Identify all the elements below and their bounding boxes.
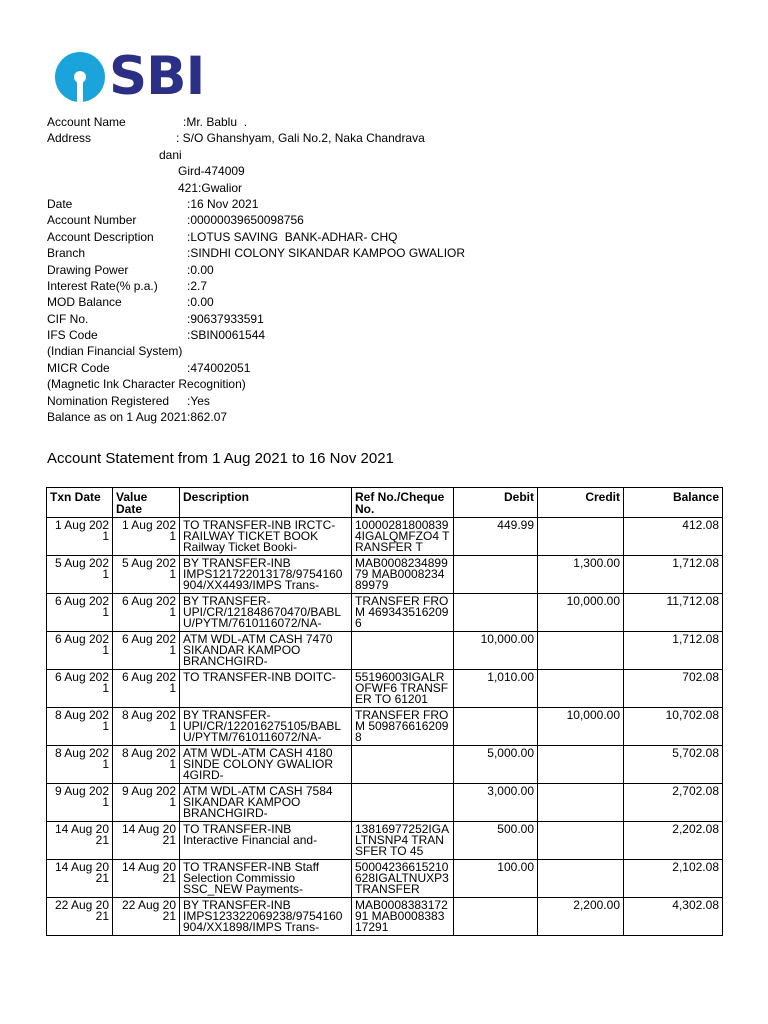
cell-credit bbox=[538, 518, 624, 556]
cell-debit bbox=[454, 784, 538, 822]
cell-txn-date-text: 14 Aug 2021 bbox=[54, 860, 109, 885]
header-debit: Debit bbox=[454, 488, 538, 518]
header-description: Description bbox=[180, 488, 352, 518]
cell-balance-text: 1,712.08 bbox=[672, 556, 719, 570]
cell-ref-no-text: MAB000823489979 MAB000823489979 bbox=[355, 556, 448, 592]
account-info-label: (Indian Financial System) bbox=[47, 344, 183, 359]
cell-description-text: BY TRANSFER-INB IMPS123322069238/9754160904/XX1898/IMPS Trans- bbox=[183, 898, 343, 934]
table-row bbox=[47, 556, 723, 594]
cell-ref-no-text: 50004236615210628IGALTNUXP3 TRANSFER bbox=[355, 860, 449, 896]
cell-credit-text: 10,000.00 bbox=[566, 708, 620, 722]
cell-value-date bbox=[113, 708, 180, 746]
cell-value-date bbox=[113, 822, 180, 860]
cell-ref-no bbox=[352, 518, 454, 556]
account-info-value: :Mr. Bablu . bbox=[183, 115, 248, 129]
cell-balance-text: 1,712.08 bbox=[672, 632, 719, 646]
cell-debit-text: 10,000.00 bbox=[480, 632, 534, 646]
cell-txn-date-text: 5 Aug 2021 bbox=[54, 556, 109, 581]
table-row bbox=[47, 708, 723, 746]
account-info-value: :SINDHI COLONY SIKANDAR KAMPOO GWALIOR bbox=[187, 246, 466, 261]
cell-value-date-text: 5 Aug 2021 bbox=[121, 556, 176, 581]
cell-debit bbox=[454, 746, 538, 784]
cell-credit bbox=[538, 708, 624, 746]
account-info-value: :0.00 bbox=[187, 295, 214, 310]
account-info-label: (Magnetic Ink Character Recognition) bbox=[47, 377, 246, 392]
cell-balance-text: 4,302.08 bbox=[672, 898, 719, 912]
cell-ref-no bbox=[352, 632, 454, 670]
header-credit: Credit bbox=[538, 488, 624, 518]
account-info-value: dani bbox=[159, 147, 182, 162]
header-value-date: Value Date bbox=[113, 488, 180, 518]
account-info-label: CIF No. bbox=[47, 311, 89, 326]
cell-txn-date bbox=[47, 518, 113, 556]
cell-ref-no bbox=[352, 708, 454, 746]
account-info-label: Nomination Registered bbox=[47, 393, 170, 408]
cell-credit bbox=[538, 860, 624, 898]
cell-description bbox=[180, 860, 352, 898]
cell-balance-text: 5,702.08 bbox=[672, 746, 719, 760]
cell-description-text: TO TRANSFER-INB IRCTC-RAILWAY TICKET BOOK Railway Ticket Booki- bbox=[183, 518, 336, 554]
table-row bbox=[47, 518, 723, 556]
table-row bbox=[47, 632, 723, 670]
table-row bbox=[47, 898, 723, 936]
cell-description-text: ATM WDL-ATM CASH 7584 SIKANDAR KAMPOO BRANCHGIRD- bbox=[183, 784, 333, 820]
account-info-label: Date bbox=[47, 196, 73, 211]
table-row bbox=[47, 594, 723, 632]
cell-txn-date bbox=[47, 708, 113, 746]
cell-credit-text: 2,200.00 bbox=[573, 898, 620, 912]
cell-ref-no-text: 13816977252IGALTNSNP4 TRANSFER TO 45 bbox=[355, 822, 450, 858]
cell-description-text: ATM WDL-ATM CASH 4180 SINDE COLONY GWALIOR 4GIRD- bbox=[183, 746, 334, 782]
cell-ref-no bbox=[352, 670, 454, 708]
cell-balance bbox=[624, 860, 723, 898]
cell-credit bbox=[538, 594, 624, 632]
cell-balance bbox=[624, 556, 723, 594]
cell-balance bbox=[624, 594, 723, 632]
cell-debit-text: 100.00 bbox=[497, 860, 534, 874]
cell-description bbox=[180, 594, 352, 632]
sbi-wordmark: SBI bbox=[109, 46, 205, 107]
cell-description-text: ATM WDL-ATM CASH 7470 SIKANDAR KAMPOO BRANCHGIRD- bbox=[183, 632, 333, 668]
account-info-value: 421:Gwalior bbox=[178, 180, 243, 195]
cell-balance bbox=[624, 708, 723, 746]
cell-balance bbox=[624, 822, 723, 860]
account-info-label: Interest Rate(% p.a.) bbox=[47, 278, 158, 293]
cell-txn-date bbox=[47, 594, 113, 632]
cell-value-date-text: 22 Aug 2021 bbox=[121, 898, 176, 923]
cell-ref-no bbox=[352, 784, 454, 822]
cell-description bbox=[180, 784, 352, 822]
cell-debit-text: 449.99 bbox=[497, 518, 534, 532]
cell-txn-date-text: 6 Aug 2021 bbox=[54, 594, 109, 619]
table-header-row bbox=[47, 488, 723, 518]
cell-description bbox=[180, 708, 352, 746]
cell-description bbox=[180, 632, 352, 670]
cell-value-date-text: 6 Aug 2021 bbox=[121, 632, 176, 657]
cell-txn-date-text: 14 Aug 2021 bbox=[54, 822, 109, 847]
account-info-label: Balance as on 1 Aug 2021 bbox=[47, 410, 188, 425]
cell-balance-text: 412.08 bbox=[682, 518, 719, 532]
cell-credit bbox=[538, 746, 624, 784]
cell-txn-date-text: 1 Aug 2021 bbox=[54, 518, 109, 543]
cell-description-text: BY TRANSFER-UPI/CR/121848670470/BABLU/PYTM/7610116072/NA- bbox=[183, 594, 342, 630]
cell-txn-date-text: 8 Aug 2021 bbox=[54, 746, 109, 771]
account-info-value: :16 Nov 2021 bbox=[187, 196, 259, 211]
cell-description-text: TO TRANSFER-INB Staff Selection Commissio SSC_NEW Payments- bbox=[183, 860, 320, 896]
account-info-value: :SBIN0061544 bbox=[187, 328, 266, 343]
table-row bbox=[47, 746, 723, 784]
cell-txn-date bbox=[47, 632, 113, 670]
cell-value-date bbox=[113, 784, 180, 822]
account-info-value: : S/O Ghanshyam, Gali No.2, Naka Chandrava bbox=[176, 131, 425, 146]
cell-description-text: TO TRANSFER-INB Interactive Financial and- bbox=[183, 822, 318, 847]
cell-debit-text: 1,010.00 bbox=[487, 670, 534, 684]
cell-balance bbox=[624, 784, 723, 822]
cell-ref-no bbox=[352, 898, 454, 936]
cell-txn-date-text: 6 Aug 2021 bbox=[54, 670, 109, 695]
sbi-keyhole-icon bbox=[55, 52, 105, 102]
account-info-value: :862.07 bbox=[187, 410, 228, 425]
cell-balance-text: 2,102.08 bbox=[672, 860, 719, 874]
cell-debit bbox=[454, 822, 538, 860]
cell-value-date-text: 6 Aug 2021 bbox=[121, 670, 176, 695]
cell-description bbox=[180, 822, 352, 860]
cell-value-date-text: 8 Aug 2021 bbox=[121, 746, 176, 771]
cell-ref-no bbox=[352, 822, 454, 860]
cell-debit bbox=[454, 898, 538, 936]
cell-value-date bbox=[113, 594, 180, 632]
table-row bbox=[47, 860, 723, 898]
account-info-label: IFS Code bbox=[47, 328, 98, 343]
cell-debit bbox=[454, 518, 538, 556]
cell-value-date bbox=[113, 860, 180, 898]
cell-description bbox=[180, 898, 352, 936]
cell-value-date-text: 8 Aug 2021 bbox=[121, 708, 176, 733]
cell-value-date-text: 9 Aug 2021 bbox=[121, 784, 176, 809]
cell-debit bbox=[454, 860, 538, 898]
cell-value-date bbox=[113, 632, 180, 670]
statement-title: Account Statement from 1 Aug 2021 to 16 Nov 2021 bbox=[47, 450, 394, 467]
cell-credit bbox=[538, 784, 624, 822]
cell-txn-date bbox=[47, 746, 113, 784]
cell-balance bbox=[624, 898, 723, 936]
cell-debit bbox=[454, 670, 538, 708]
cell-balance-text: 10,702.08 bbox=[665, 708, 719, 722]
account-info-label: MOD Balance bbox=[47, 295, 122, 310]
cell-debit-text: 500.00 bbox=[497, 822, 534, 836]
cell-value-date-text: 14 Aug 2021 bbox=[121, 860, 176, 885]
cell-debit-text: 3,000.00 bbox=[487, 784, 534, 798]
table-row bbox=[47, 784, 723, 822]
cell-txn-date-text: 8 Aug 2021 bbox=[54, 708, 109, 733]
cell-credit bbox=[538, 632, 624, 670]
cell-value-date-text: 1 Aug 2021 bbox=[121, 518, 176, 543]
cell-description-text: BY TRANSFER-UPI/CR/122016275105/BABLU/PYTM/7610116072/NA- bbox=[183, 708, 342, 744]
cell-txn-date bbox=[47, 898, 113, 936]
cell-description bbox=[180, 746, 352, 784]
cell-balance bbox=[624, 632, 723, 670]
account-info-label: Account Description bbox=[47, 229, 154, 244]
cell-balance bbox=[624, 518, 723, 556]
cell-txn-date bbox=[47, 860, 113, 898]
cell-debit bbox=[454, 594, 538, 632]
cell-ref-no bbox=[352, 556, 454, 594]
cell-ref-no bbox=[352, 594, 454, 632]
cell-credit bbox=[538, 556, 624, 594]
cell-ref-no-text: TRANSFER FROM 4693435162096 bbox=[355, 594, 449, 630]
cell-balance-text: 11,712.08 bbox=[666, 594, 719, 608]
account-info-value: :90637933591 bbox=[187, 311, 264, 326]
cell-txn-date-text: 22 Aug 2021 bbox=[54, 898, 109, 923]
account-info-value: :00000039650098756 bbox=[187, 213, 304, 228]
cell-balance bbox=[624, 670, 723, 708]
account-info-label: Drawing Power bbox=[47, 262, 129, 277]
cell-txn-date-text: 6 Aug 2021 bbox=[54, 632, 109, 657]
account-info-value: :LOTUS SAVING BANK-ADHAR- CHQ bbox=[187, 229, 398, 244]
cell-description bbox=[180, 670, 352, 708]
cell-ref-no-text: MAB000838317291 MAB000838317291 bbox=[355, 898, 448, 934]
cell-balance-text: 2,202.08 bbox=[672, 822, 719, 836]
cell-value-date bbox=[113, 556, 180, 594]
cell-value-date bbox=[113, 898, 180, 936]
cell-credit-text: 10,000.00 bbox=[566, 594, 620, 608]
cell-description-text: BY TRANSFER-INB IMPS121722013178/9754160904/XX4493/IMPS Trans- bbox=[183, 556, 343, 592]
header-txn-date: Txn Date bbox=[47, 488, 113, 518]
table-row bbox=[47, 670, 723, 708]
account-info-value: Gird-474009 bbox=[178, 164, 245, 179]
account-info-label: Branch bbox=[47, 246, 86, 261]
cell-description-text: TO TRANSFER-INB DOITC- bbox=[183, 670, 336, 684]
header-balance: Balance bbox=[624, 488, 723, 518]
header-ref-no: Ref No./Cheque No. bbox=[352, 488, 454, 518]
cell-description bbox=[180, 518, 352, 556]
cell-txn-date bbox=[47, 822, 113, 860]
cell-txn-date bbox=[47, 670, 113, 708]
cell-balance-text: 702.08 bbox=[682, 670, 719, 684]
cell-txn-date-text: 9 Aug 2021 bbox=[54, 784, 109, 809]
cell-value-date bbox=[113, 670, 180, 708]
cell-credit bbox=[538, 898, 624, 936]
account-info-label: MICR Code bbox=[47, 360, 110, 375]
cell-value-date bbox=[113, 746, 180, 784]
cell-ref-no bbox=[352, 746, 454, 784]
account-info-label: Address bbox=[47, 131, 92, 146]
cell-txn-date bbox=[47, 556, 113, 594]
cell-credit bbox=[538, 822, 624, 860]
cell-debit bbox=[454, 632, 538, 670]
account-info-label: Account Name bbox=[47, 115, 126, 129]
cell-credit-text: 1,300.00 bbox=[573, 556, 620, 570]
cell-debit bbox=[454, 708, 538, 746]
cell-value-date bbox=[113, 518, 180, 556]
table-row bbox=[47, 822, 723, 860]
cell-txn-date bbox=[47, 784, 113, 822]
cell-value-date-text: 6 Aug 2021 bbox=[121, 594, 176, 619]
cell-balance bbox=[624, 746, 723, 784]
cell-ref-no-text: 55196003IGALROFWF6 TRANSFER TO 61201 bbox=[355, 670, 449, 706]
account-info-label: Account Number bbox=[47, 213, 137, 228]
account-info-value: :Yes bbox=[187, 393, 210, 408]
cell-ref-no bbox=[352, 860, 454, 898]
cell-debit bbox=[454, 556, 538, 594]
cell-debit-text: 5,000.00 bbox=[487, 746, 534, 760]
account-info-value: :474002051 bbox=[187, 360, 251, 375]
account-info-value: :0.00 bbox=[187, 262, 214, 277]
transaction-table bbox=[46, 487, 723, 936]
sbi-logo bbox=[55, 46, 205, 107]
cell-description bbox=[180, 556, 352, 594]
cell-ref-no-text: 100002818008394IGALQMFZO4 TRANSFER T bbox=[355, 518, 450, 554]
cell-balance-text: 2,702.08 bbox=[672, 784, 719, 798]
account-info-value: :2.7 bbox=[187, 278, 208, 293]
cell-value-date-text: 14 Aug 2021 bbox=[121, 822, 176, 847]
cell-credit bbox=[538, 670, 624, 708]
cell-ref-no-text: TRANSFER FROM 5098766162098 bbox=[355, 708, 449, 744]
